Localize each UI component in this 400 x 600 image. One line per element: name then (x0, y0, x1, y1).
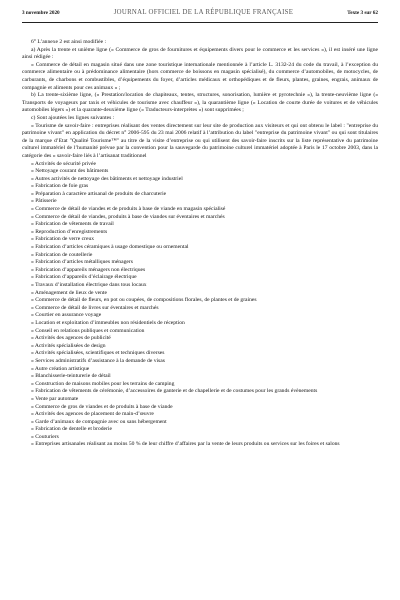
journal-title: JOURNAL OFFICIEL DE LA RÉPUBLIQUE FRANÇAISE (113, 9, 294, 16)
intro-paragraph: 6° L’annexe 2 est ainsi modifiée : (31, 39, 107, 45)
list-item: « Autres activités de nettoyage des bâtiments et nettoyage industriel (31, 175, 183, 182)
list-item: « Fabrication d’appareils ménagers non électriques (31, 266, 146, 273)
list-item: « Fabrication d’appareils d’éclairage électrique (31, 274, 137, 281)
paragraph-c: c) Sont ajoutées les lignes suivantes : (31, 114, 115, 121)
list-item: « Garde d’animaux de compagnie avec ou sans hébergement (31, 418, 167, 425)
header-page-number: Texte 3 sur 62 (347, 10, 378, 16)
paragraph-a: a) Après la trente et unième ligne (« Commerce de gros de fournitures et équipements divers pour le commerce et les services »), il est inséré une ligne ainsi rédigée : (22, 46, 378, 61)
activity-list (22, 161, 378, 450)
list-item: « Commerce de détail de viandes et de produits à base de viande en magasin spécialisé (31, 206, 226, 213)
paragraph-a-quote: « Commerce de détail en magasin situé dans une zone touristique internationale mentionnée à l’article L. 3132-24 du code du travail, à l’exception du commerce alimentaire ou à prédominance alimentaire (hors commerce de boissons en magasin spécialisé), du commerce d’automobiles, de motocycles, de carburants, de charbons et combustibles, d’équipements du foyer, d’articles médicaux et orthopédiques et de fleurs, plantes, graines, engrais, animaux de compagnie et aliments pour ces animaux » ; (22, 61, 378, 91)
list-item: « Activités spécialisées, scientifiques et techniques diverses (31, 350, 165, 357)
list-item: « Commerce de détail de livres sur éventaires et marchés (31, 304, 159, 311)
document-body (22, 39, 378, 449)
list-item: « Courtier en assurance voyage (31, 312, 102, 319)
list-item: « Nettoyage courant des bâtiments (31, 168, 109, 175)
page-header (22, 9, 378, 21)
list-item: « Préparation à caractère artisanal de produits de charcuterie (31, 190, 167, 197)
list-item: « Commerce de gros de viandes et de produits à base de viande (31, 403, 173, 410)
paragraph-b: b) La trente-sixième ligne, (« Prestation/location de chapiteaux, tentes, structures, sonorisation, lumière et pyrotechnie »), la trente-neuvième ligne (« Transports de voyageurs par taxis et véhicules de tourisme avec chauffeur »), la quarantième ligne (« Location de courte durée de voitures et de véhicules automobiles légers ») et la quarante-deuxième ligne (« Traducteurs-interprètes ») sont supprimées ; (22, 92, 378, 114)
header-divider (22, 22, 378, 23)
list-item: « Fabrication de vêtements de cérémonie, d’accessoires de ganterie et de chapellerie et de costumes pour les grands évènements (31, 388, 318, 395)
list-item: « Commerce de détail de fleurs, en pot ou coupées, de compositions florales, de plantes et de graines (31, 297, 257, 304)
list-item: « Fabrication de vêtements de travail (31, 221, 114, 228)
list-item: « Conseil en relations publiques et communication (31, 327, 145, 334)
list-item: « Services administratifs d’assistance à la demande de visas (31, 357, 165, 364)
list-item: « Autre création artistique (31, 365, 90, 372)
list-item: « Fabrication d’articles céramiques à usage domestique ou ornemental (31, 244, 189, 251)
list-item: « Location et exploitation d’immeubles non résidentiels de réception (31, 319, 185, 326)
list-item: « Vente par automate (31, 395, 79, 402)
list-item: « Fabrication d’articles métalliques ménagers (31, 259, 133, 266)
list-item: « Fabrication de coutellerie (31, 251, 93, 258)
list-item: « Activités des agences de publicité (31, 335, 111, 342)
header-date: 3 novembre 2020 (22, 10, 60, 16)
list-item: « Fabrication de verre creux (31, 236, 95, 243)
list-item: « Blanchisserie-teinturerie de détail (31, 373, 111, 380)
list-item: « Aménagement de lieux de vente (31, 289, 107, 296)
list-item: « Activités de sécurité privée (31, 160, 96, 167)
list-item: « Fabrication de foie gras (31, 183, 89, 190)
list-item: « Entreprises artisanales réalisant au moins 50 % de leur chiffre d’affaires par la vente de leurs produits ou services sur les foires et salons (31, 441, 340, 448)
list-item: « Reproduction d’enregistrements (31, 228, 108, 235)
list-item: « Activités des agences de placement de main-d’œuvre (31, 411, 154, 418)
list-item: « Construction de maisons mobiles pour les terrains de camping (31, 380, 175, 387)
list-item: « Pâtisserie (31, 198, 57, 205)
list-item: « Commerce de détail de viandes, produits à base de viandes sur éventaires et marchés (31, 213, 225, 220)
list-item: « Travaux d’installation électrique dans tous locaux (31, 282, 147, 288)
list-item: « Activités spécialisées de design (31, 342, 106, 349)
paragraph-c-quote: « Tourisme de savoir-faire : entreprises réalisant des ventes directement sur leur site de production aux visiteurs et qui ont obtenu le label : "entreprise du patrimoine vivant" en application du décret n° 2006-595 du 23 mai 2006 relatif à l’attribution du label "entreprise du patrimoine vivant" ou qui sont titulaires de la marque d’Etat "Qualité Tourisme™" au titre de la visite d’entreprise ou qui utilisent des savoir-faire inscrits sur la liste représentative du patrimoine culturel immatériel de l’humanité prévue par la convention pour la sauvegarde du patrimoine culturel immatériel adoptée à Paris le 17 octobre 2003, dans la catégorie des « savoir-faire liés à l’artisanat traditionnel (22, 122, 378, 159)
list-item: « Fabrication de dentelle et broderie (31, 426, 112, 433)
list-item: « Couturiers (31, 433, 59, 440)
